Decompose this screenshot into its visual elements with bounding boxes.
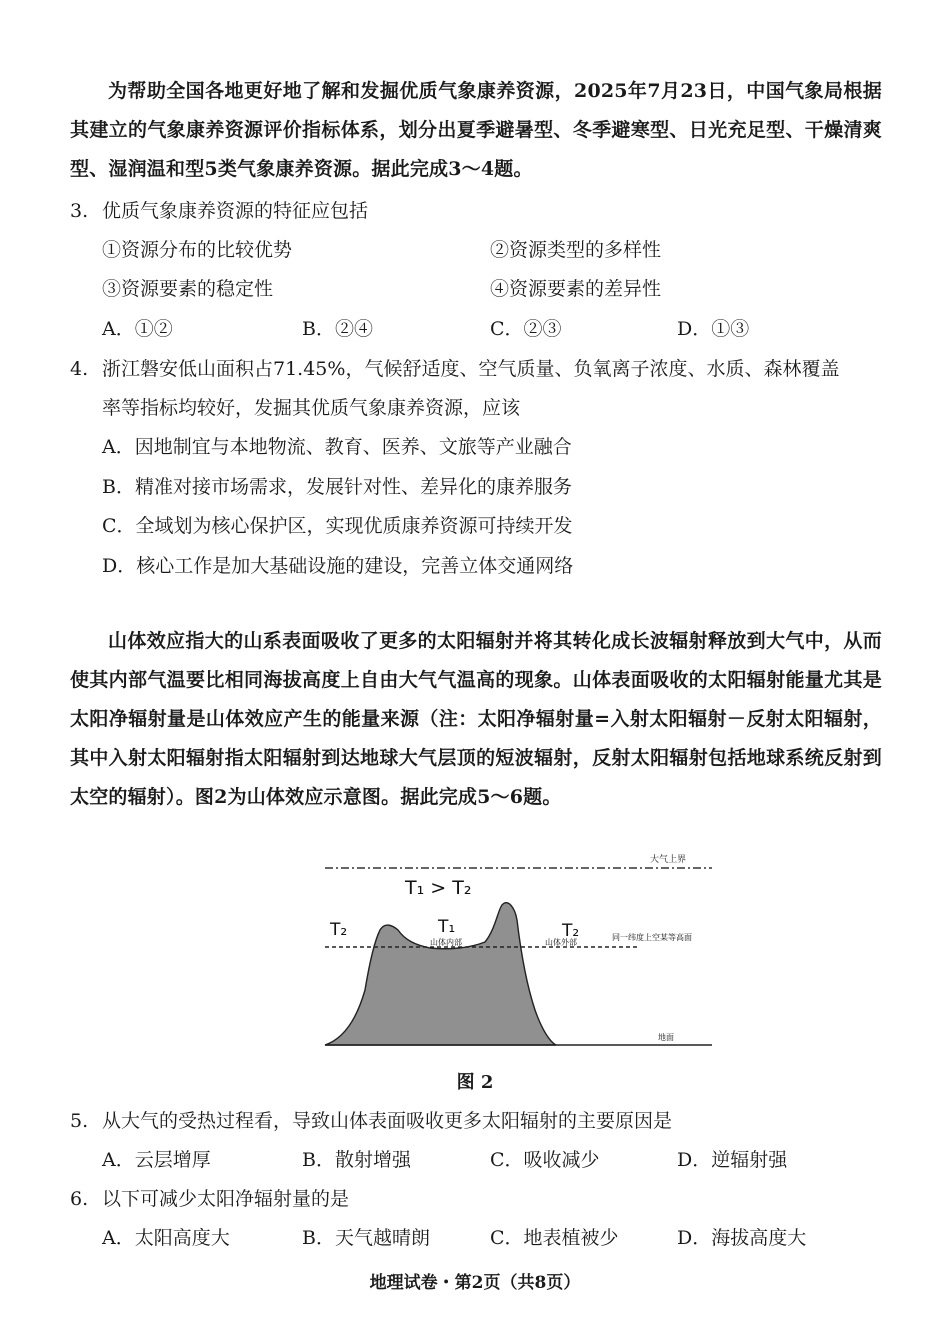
question-4: [70, 350, 882, 389]
question-text: 优质气象康养资源的特征应包括: [102, 200, 369, 222]
question-text-line-2: 率等指标均较好，发掘其优质气象康养资源，应该: [102, 397, 521, 419]
mountain-outside-label: 山体外部: [545, 938, 577, 947]
q3-option-a[interactable]: A．①②: [102, 318, 173, 340]
q6-option-d[interactable]: D．海拔高度大: [677, 1227, 807, 1249]
q3-options: [102, 310, 882, 349]
atmosphere-top-label: 大气上界: [650, 855, 687, 865]
q6-option-c[interactable]: C．地表植被少: [490, 1227, 619, 1249]
page-footer: 地理试卷・第2页（共8页）: [369, 1273, 581, 1293]
q4-option-c[interactable]: C．全域划为核心保护区，实现优质康养资源可持续开发: [102, 515, 573, 537]
question-number: 6.: [70, 1188, 89, 1210]
q3-option-b[interactable]: B．②④: [302, 318, 373, 340]
question-number: 3.: [70, 200, 89, 222]
question-text-line-1: 浙江磐安低山面积占71.45%，气候舒适度、空气质量、负氧离子浓度、水质、森林覆盖: [102, 358, 840, 380]
q5-options: [102, 1141, 882, 1180]
ground-label: 地面: [658, 1033, 674, 1042]
t2-right-label: T₂: [562, 921, 580, 941]
question-3: [70, 192, 882, 231]
mountain-inside-label: 山体内部: [430, 938, 462, 947]
q3-option-d[interactable]: D．①③: [677, 318, 750, 340]
intro-paragraph-2: 山体效应指大的山系表面吸收了更多的太阳辐射并将其转化成长波辐射释放到大气中，从而使其内部气温要比相同海拔高度上自由大气气温高的现象。山体表面吸收的太阳辐射能量尤其是太阳净辐射量是山体效应产生的能量来源（注：太阳净辐射量=入射太阳辐射－反射太阳辐射，其中入射太阳辐射指太阳辐射到达地球大气层顶的短波辐射，反射太阳辐射包括地球系统反射到太空的辐射）。图2为山体效应示意图。据此完成5～6题。: [70, 630, 882, 808]
q3-item-3: ③资源要素的稳定性: [102, 278, 274, 300]
q4-option-d[interactable]: D．核心工作是加大基础设施的建设，完善立体交通网络: [102, 555, 574, 577]
question-5: [70, 1102, 882, 1141]
q6-options: [102, 1219, 882, 1258]
q3-option-c[interactable]: C．②③: [490, 318, 562, 340]
question-number: 4.: [70, 358, 89, 380]
same-height-label: 同一纬度上空某等高面: [612, 933, 692, 942]
question-number: 5.: [70, 1110, 89, 1132]
q6-option-b[interactable]: B．天气越晴朗: [302, 1227, 430, 1249]
temperature-compare-label: T₁ > T₂: [405, 877, 472, 899]
t2-left-label: T₂: [330, 920, 348, 940]
q3-item-4: ④资源要素的差异性: [490, 278, 662, 300]
t1-label: T₁: [438, 917, 456, 937]
q3-items-row-1: [102, 231, 882, 270]
q3-items-row-2: [102, 270, 882, 309]
q4-option-b[interactable]: B．精准对接市场需求，发展针对性、差异化的康养服务: [102, 476, 572, 498]
mountain-effect-diagram: [320, 850, 720, 1055]
q6-option-a[interactable]: A．太阳高度大: [102, 1227, 230, 1249]
question-text: 从大气的受热过程看，导致山体表面吸收更多太阳辐射的主要原因是: [102, 1110, 673, 1132]
q4-option-a[interactable]: A．因地制宜与本地物流、教育、医养、文旅等产业融合: [102, 436, 572, 458]
q5-option-c[interactable]: C．吸收减少: [490, 1149, 600, 1171]
q5-option-a[interactable]: A．云层增厚: [102, 1149, 211, 1171]
figure-caption: 图 2: [456, 1072, 494, 1093]
q5-option-b[interactable]: B．散射增强: [302, 1149, 411, 1171]
question-6: [70, 1180, 882, 1219]
q3-item-1: ①资源分布的比较优势: [102, 239, 293, 261]
question-text: 以下可减少太阳净辐射量的是: [102, 1188, 350, 1210]
q5-option-d[interactable]: D．逆辐射强: [677, 1149, 788, 1171]
intro-paragraph-1: 为帮助全国各地更好地了解和发掘优质气象康养资源，2025年7月23日，中国气象局根据其建立的气象康养资源评价指标体系，划分出夏季避暑型、冬季避寒型、日光充足型、干燥清爽型、湿润温和型5类气象康养资源。据此完成3～4题。: [70, 80, 882, 180]
q3-item-2: ②资源类型的多样性: [490, 239, 662, 261]
